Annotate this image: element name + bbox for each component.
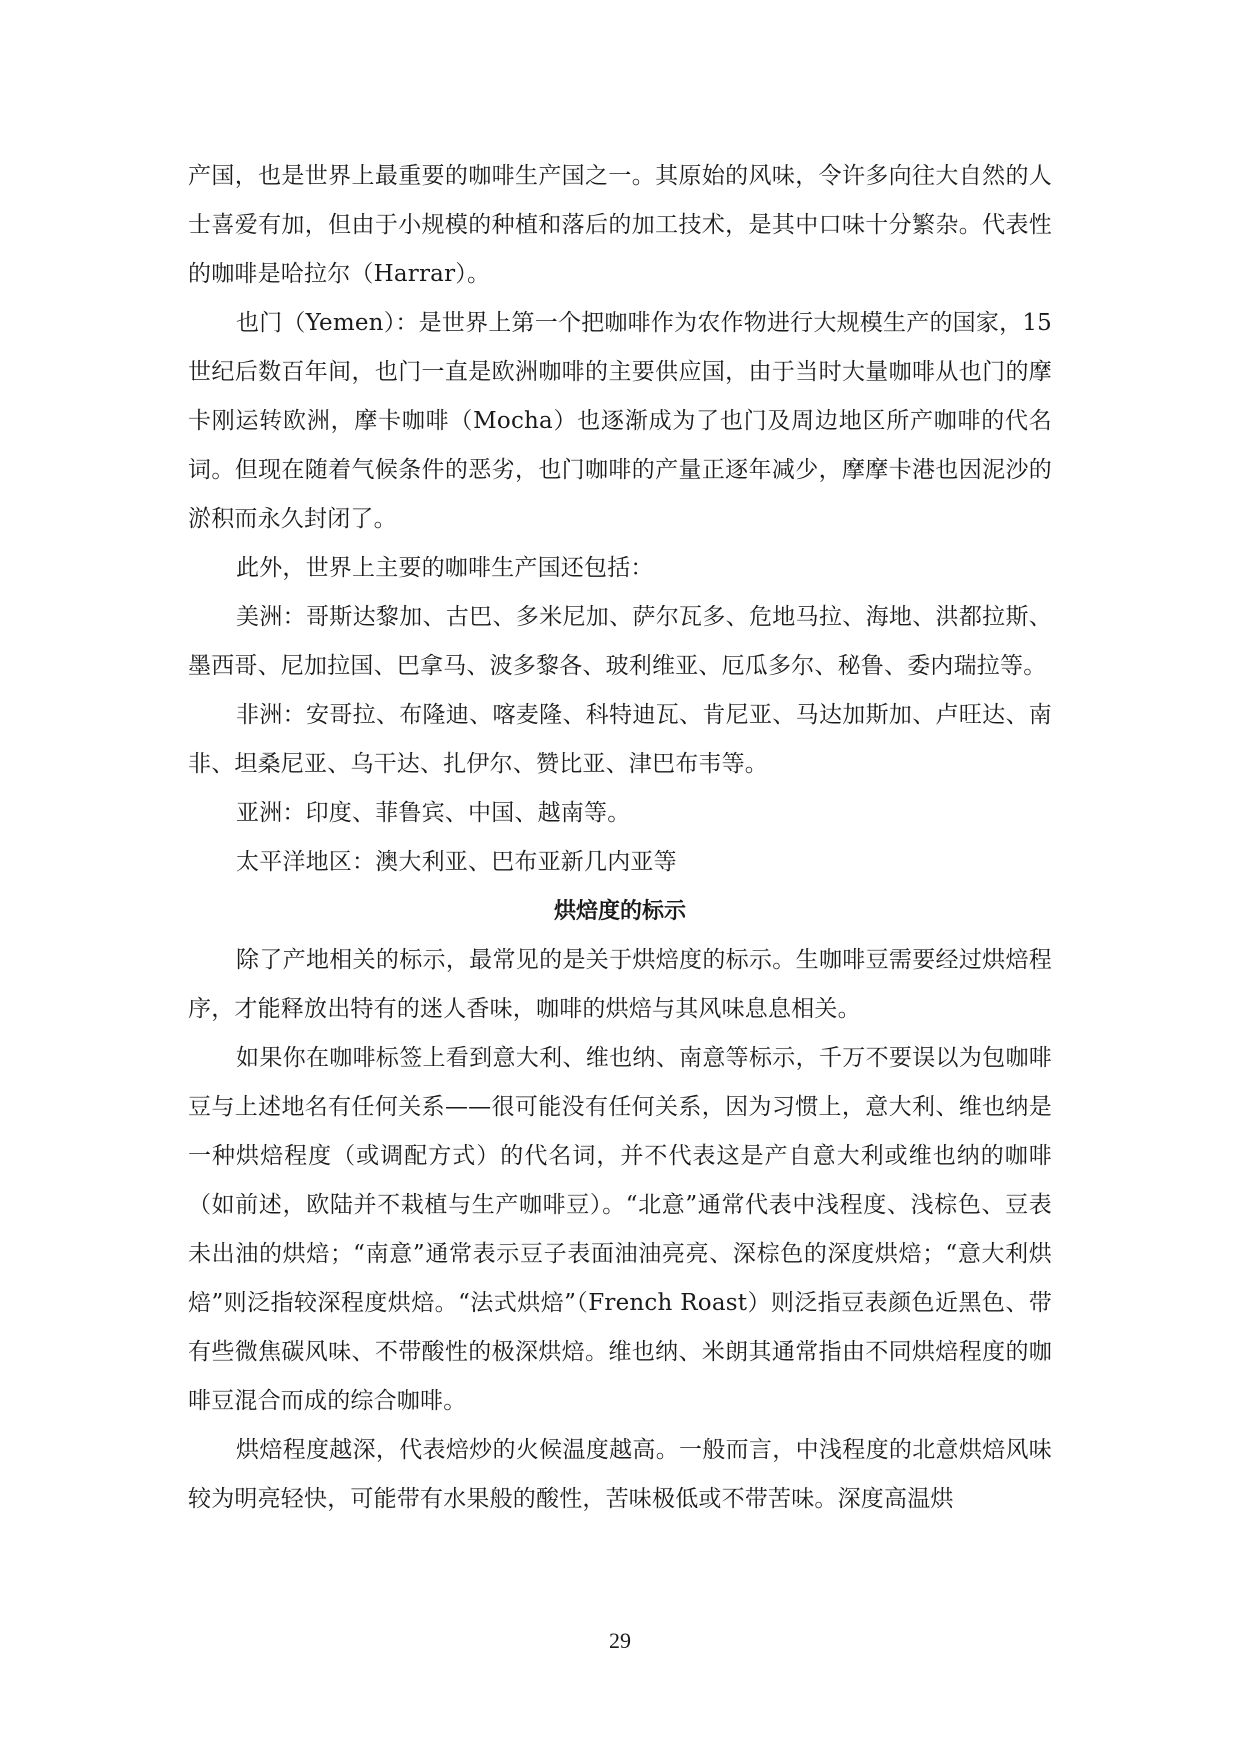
paragraph-africa: 非洲：安哥拉、布隆迪、喀麦隆、科特迪瓦、肯尼亚、马达加斯加、卢旺达、南非、坦桑尼亚、乌干达、扎伊尔、赞比亚、津巴布韦等。 bbox=[188, 702, 1052, 777]
section-heading: 烘焙度的标示 bbox=[553, 899, 686, 924]
paragraph-asia: 亚洲：印度、菲鲁宾、中国、越南等。 bbox=[236, 800, 631, 826]
paragraph-americas: 美洲：哥斯达黎加、古巴、多米尼加、萨尔瓦多、危地马拉、海地、洪都拉斯、墨西哥、尼加拉国、巴拿马、波多黎各、玻利维亚、厄瓜多尔、秘鲁、委内瑞拉等。 bbox=[188, 604, 1052, 679]
paragraph-roast-intro: 除了产地相关的标示，最常见的是关于烘焙度的标示。生咖啡豆需要经过烘焙程序，才能释放出特有的迷人香味，咖啡的烘焙与其风味息息相关。 bbox=[188, 947, 1052, 1022]
paragraph-pacific: 太平洋地区：澳大利亚、巴布亚新几内亚等 bbox=[236, 849, 677, 875]
page-number: 29 bbox=[609, 1628, 631, 1653]
body-text bbox=[188, 152, 1052, 1524]
paragraph-continued: 产国，也是世界上最重要的咖啡生产国之一。其原始的风味，令许多向往大自然的人士喜爱有加，但由于小规模的种植和落后的加工技术，是其中口味十分繁杂。代表性的咖啡是哈拉尔（Harrar）。 bbox=[188, 163, 1052, 287]
paragraph-other-producers: 此外，世界上主要的咖啡生产国还包括： bbox=[236, 555, 654, 581]
paragraph-roast-depth: 烘焙程度越深，代表焙炒的火候温度越高。一般而言，中浅程度的北意烘焙风味较为明亮轻快，可能带有水果般的酸性，苦味极低或不带苦味。深度高温烘 bbox=[188, 1437, 1052, 1512]
paragraph-yemen: 也门（Yemen）：是世界上第一个把咖啡作为农作物进行大规模生产的国家，15世纪后数百年间，也门一直是欧洲咖啡的主要供应国，由于当时大量咖啡从也门的摩卡刚运转欧洲，摩卡咖啡（Mocha）也逐渐成为了也门及周边地区所产咖啡的代名词。但现在随着气候条件的恶劣，也门咖啡的产量正逐年减少，摩摩卡港也因泥沙的淤积而永久封闭了。 bbox=[188, 310, 1052, 532]
paragraph-roast-names: 如果你在咖啡标签上看到意大利、维也纳、南意等标示，千万不要误以为包咖啡豆与上述地名有任何关系——很可能没有任何关系，因为习惯上，意大利、维也纳是一种烘焙程度（或调配方式）的代名词，并不代表这是产自意大利或维也纳的咖啡（如前述，欧陆并不栽植与生产咖啡豆）。“北意”通常代表中浅程度、浅棕色、豆表未出油的烘焙；“南意”通常表示豆子表面油油亮亮、深棕色的深度烘焙；“意大利烘焙”则泛指较深程度烘焙。“法式烘焙”（French Roast）则泛指豆表颜色近黑色、带有些微焦碳风味、不带酸性的极深烘焙。维也纳、米朗其通常指由不同烘焙程度的咖啡豆混合而成的综合咖啡。 bbox=[188, 1045, 1052, 1414]
